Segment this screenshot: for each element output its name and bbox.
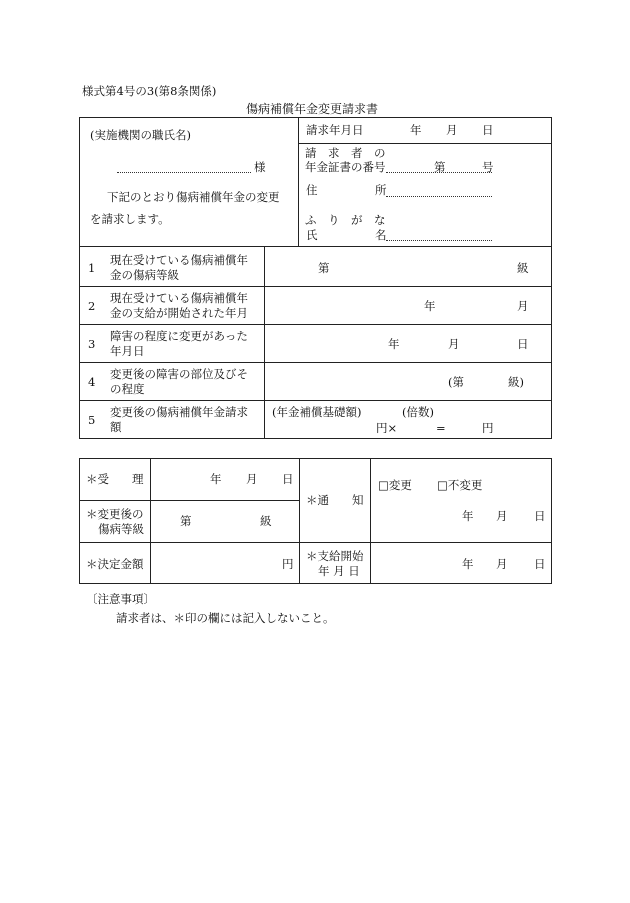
decided-amount-label: ＊決定金額 [86,557,144,571]
item-2-value-month: 月 [517,299,529,313]
receipt-year: 年 [210,472,222,486]
receipt-label: ＊受 理 [86,472,144,486]
notes-text: 請求者は、＊印の欄には記入しないこと。 [116,611,335,625]
item-5-label-line1: 変更後の傷病補償年金請求 [110,405,248,419]
item-5-base-amount-label: (年金補償基礎額) [272,405,362,419]
item-5-multiplier-label: (倍数) [402,405,434,419]
item-2-number: 2 [88,299,96,313]
item-4-value-kyu: 級) [508,375,524,389]
item-1-label-line1: 現在受けている傷病補償年 [110,253,248,267]
item-5-number: 5 [88,413,96,427]
payment-start-year: 年 [462,557,474,571]
decided-amount-yen: 円 [282,557,294,571]
request-date-label: 請求年月日 [306,123,364,137]
item-2-label-line2: 金の支給が開始された年月 [110,306,248,320]
payment-start-month: 月 [496,557,508,571]
item-2-value-year: 年 [424,299,436,313]
addressee-field[interactable] [117,172,251,173]
item-3-label-line1: 障害の程度に変更があった [110,329,248,343]
payment-start-day: 日 [534,557,546,571]
item-5-equals: = [436,421,446,435]
date-month: 月 [446,123,458,137]
item-4-number: 4 [88,375,96,389]
item-4-value-dai: (第 [448,375,464,389]
name-label-2: 名 [375,228,387,242]
request-text-line2: を請求します。 [90,212,170,226]
payment-start-label-line2: 年 月 日 [318,564,360,578]
item-5-yen-times: 円× [376,421,398,435]
request-text-line1: 下記のとおり傷病補償年金の変更 [107,190,280,204]
claimant-label-line2: 年金証書の番号 [305,160,386,174]
address-label-1: 住 [306,183,318,197]
item-4-label-line2: の程度 [110,382,145,396]
receipt-month: 月 [246,472,258,486]
sama-text: 様 [254,160,266,174]
cert-go: 号 [482,160,494,174]
item-5-yen: 円 [482,421,494,435]
furigana-label: ふ り が な [305,213,386,227]
item-1-number: 1 [88,261,96,275]
notice-nochange-checkbox[interactable]: □不変更 [437,478,483,492]
date-day: 日 [482,123,494,137]
item-3-value-year: 年 [388,337,400,351]
item-3-label-line2: 年月日 [110,344,145,358]
notice-label-2: 知 [352,493,364,507]
item-1-label-line2: 金の傷病等級 [110,268,179,282]
item-5-label-line2: 額 [110,420,122,434]
notes-heading: 〔注意事項〕 [86,592,155,606]
addressee-label: (実施機関の職氏名) [90,128,191,142]
notice-day: 日 [534,509,546,523]
changed-grade-kyu: 級 [260,514,272,528]
item-2-label-line1: 現在受けている傷病補償年 [110,291,248,305]
notice-year: 年 [462,509,474,523]
item-4-label-line1: 変更後の障害の部位及びそ [110,367,248,381]
notice-change-checkbox[interactable]: □変更 [378,478,412,492]
date-year: 年 [410,123,422,137]
changed-grade-label-line1: ＊変更後の [86,507,144,521]
name-field[interactable] [386,240,492,241]
notice-label-1: ＊通 [306,493,329,507]
item-1-value-kyu: 級 [517,261,529,275]
claimant-label-line1: 請 求 者 の [305,146,386,160]
item-3-value-day: 日 [517,337,529,351]
payment-start-label-line1: ＊支給開始 [306,549,364,563]
item-1-value-dai: 第 [318,261,330,275]
notice-month: 月 [496,509,508,523]
form-number: 様式第4号の3(第8条関係) [82,84,217,98]
cert-dai: 第 [434,160,446,174]
changed-grade-label-line2: 傷病等級 [98,522,144,536]
receipt-day: 日 [282,472,294,486]
name-label-1: 氏 [306,228,318,242]
form-title: 傷病補償年金変更請求書 [246,102,379,116]
item-3-number: 3 [88,337,96,351]
changed-grade-dai: 第 [180,514,192,528]
address-field[interactable] [386,196,492,197]
address-label-2: 所 [375,183,387,197]
item-3-value-month: 月 [448,337,460,351]
